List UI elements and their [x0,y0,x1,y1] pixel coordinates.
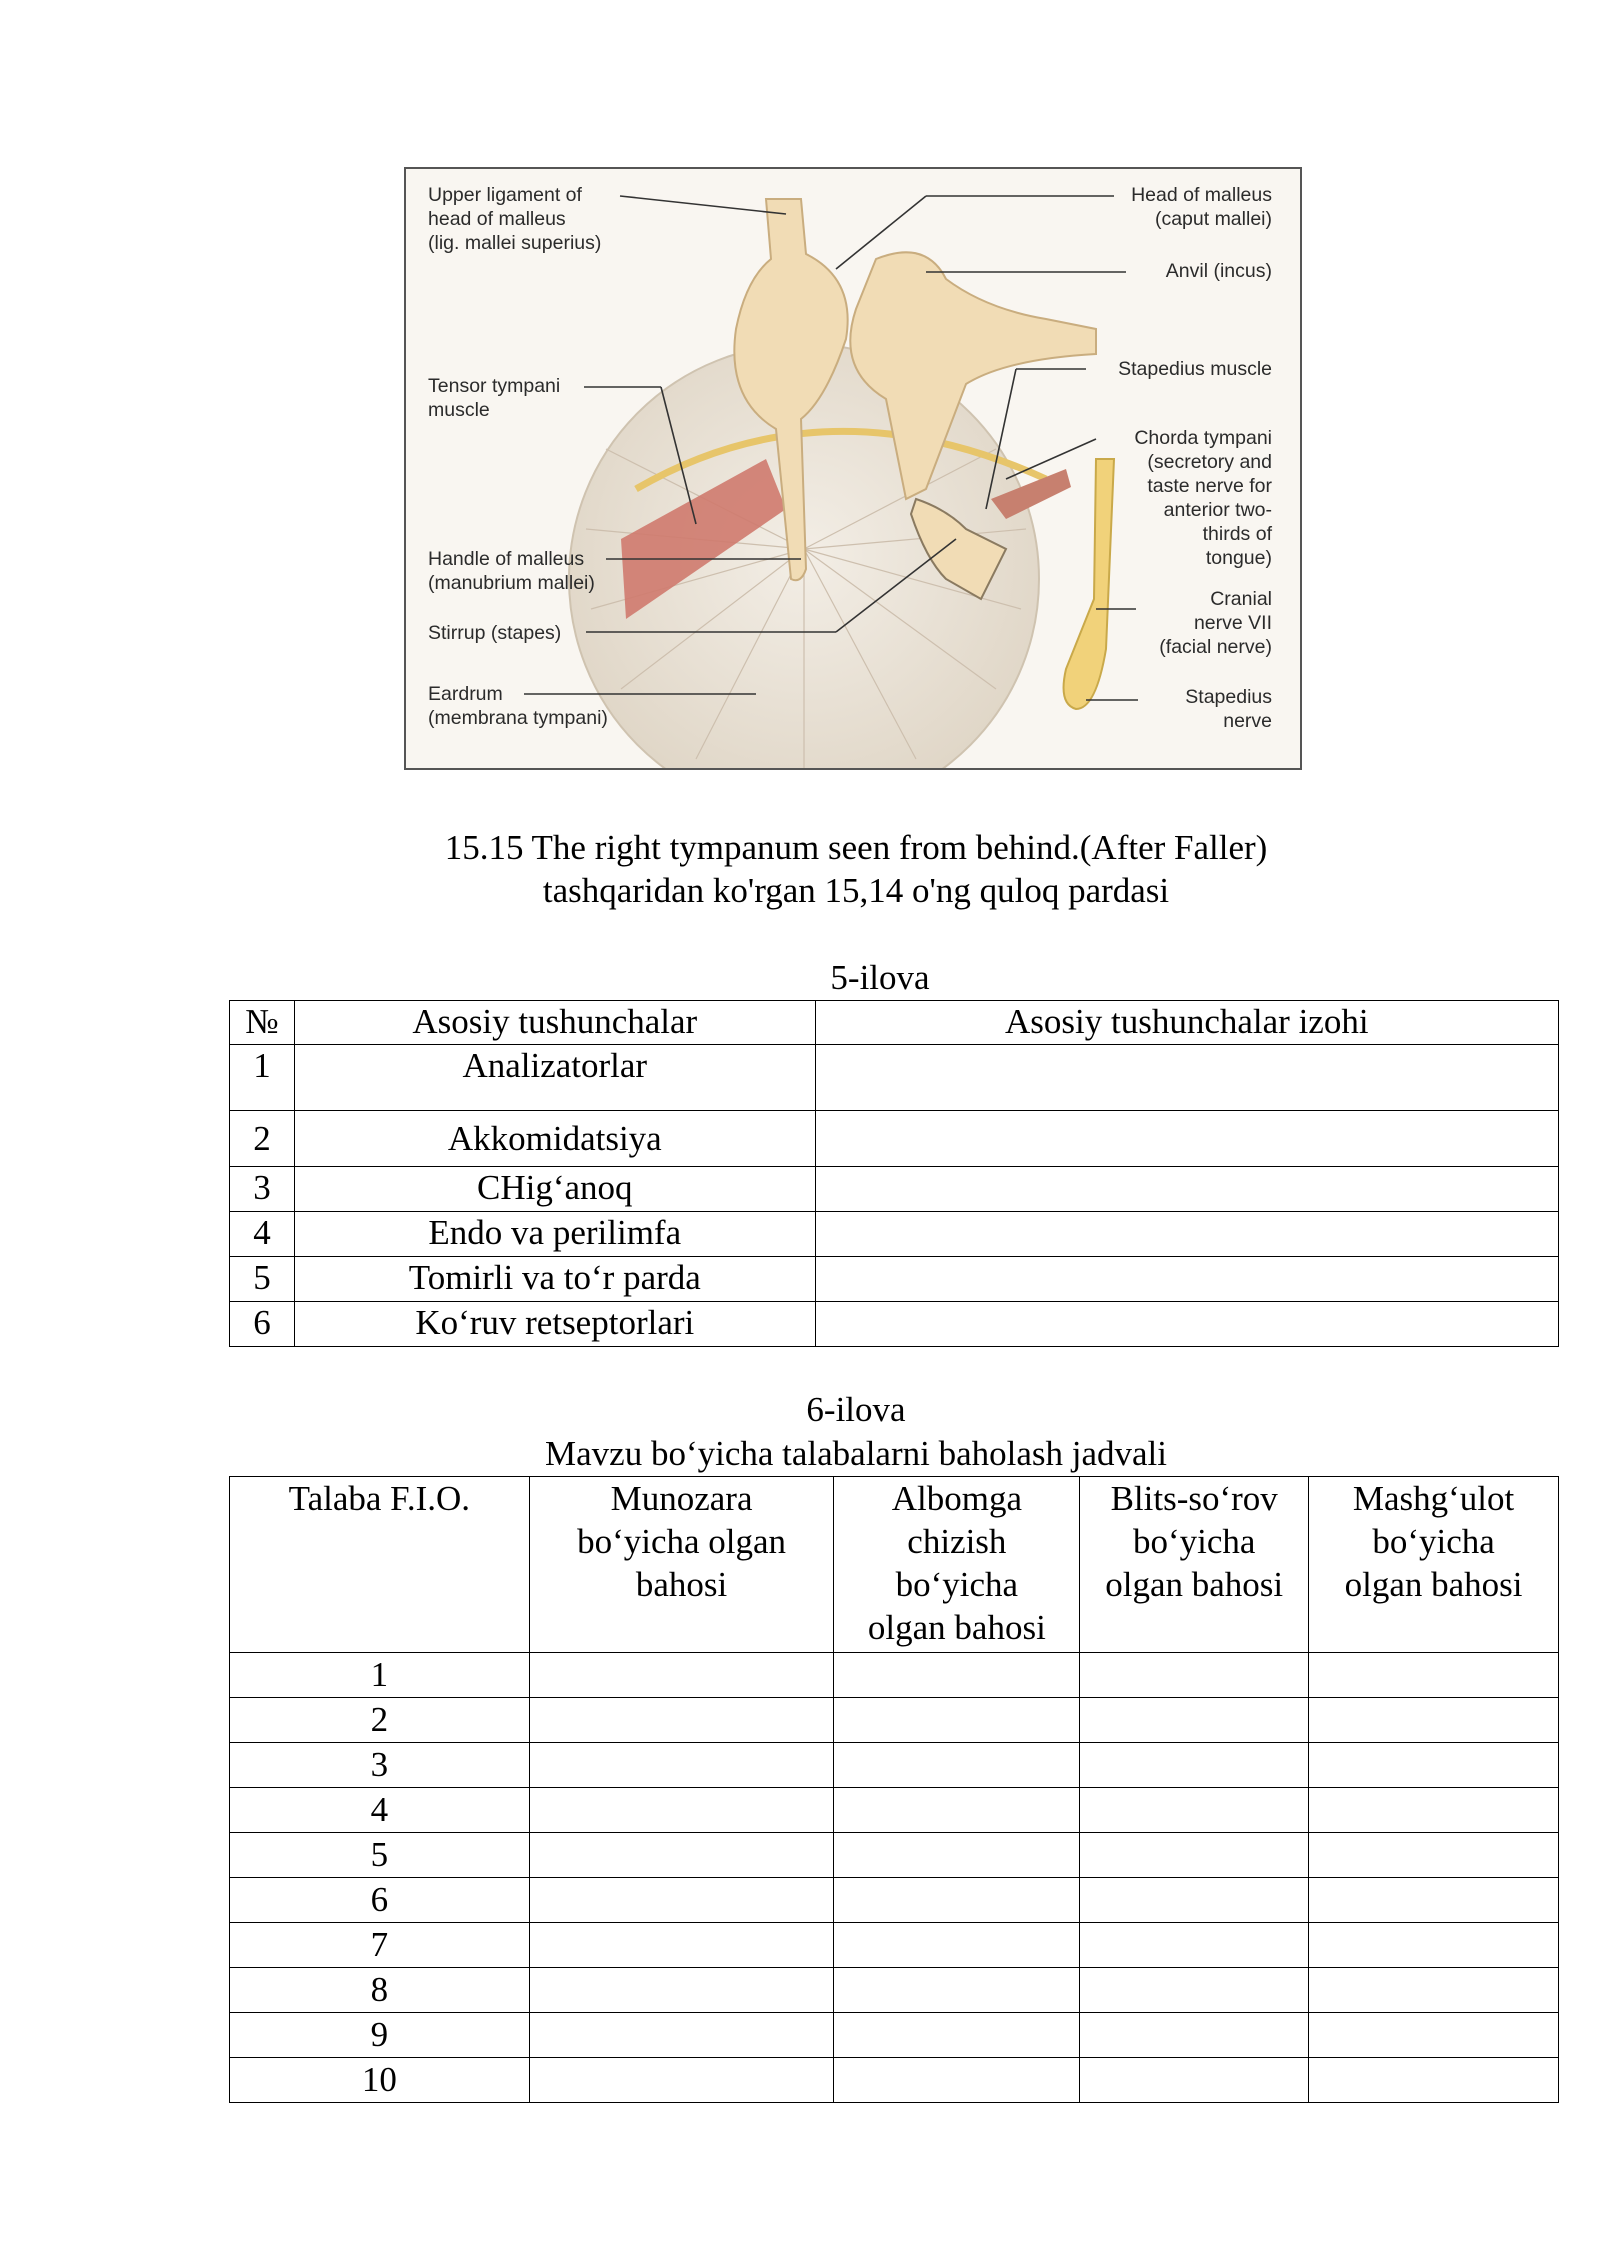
grade-cell[interactable] [834,1878,1080,1923]
label-chorda-tympani: Chorda tympani (secretory and taste nerve for anterior two-thirds of tongue) [1134,427,1272,569]
grade-cell[interactable] [1080,1833,1309,1878]
grade-cell[interactable] [529,1878,834,1923]
grade-cell[interactable] [1309,1878,1559,1923]
grade-cell[interactable] [1080,1653,1309,1698]
grade-cell[interactable] [834,1968,1080,2013]
grade-cell[interactable] [529,2058,834,2103]
label-cranial-nerve: Cranial nerve VII (facial nerve) [1159,588,1272,658]
facial-nerve-shape [1064,459,1114,709]
header-number: № [230,1001,295,1045]
tympanum-illustration [406,169,1300,768]
grade-cell[interactable] [1080,1743,1309,1788]
header-album-grade: Albomga chizish bo‘yicha olgan bahosi [834,1477,1080,1653]
grade-cell[interactable] [1080,1788,1309,1833]
row-explanation-cell[interactable] [815,1045,1558,1111]
row-number: 4 [230,1212,295,1257]
row-term: Akkomidatsiya [294,1111,815,1167]
label-anvil: Anvil (incus) [1165,260,1272,282]
row-number: 6 [230,1302,295,1347]
student-number: 6 [230,1878,530,1923]
row-explanation-cell[interactable] [815,1212,1558,1257]
grade-cell[interactable] [834,2058,1080,2103]
header-student-name: Talaba F.I.O. [230,1477,530,1653]
grade-cell[interactable] [529,1968,834,2013]
table-row [230,1167,1559,1212]
table-row [230,1653,1559,1698]
figure-labels-right [1118,184,1272,732]
grade-cell[interactable] [1309,1743,1559,1788]
label-stapedius-nerve: Stapedius nerve [1185,686,1272,732]
table-header-row [230,1001,1559,1045]
row-number: 5 [230,1257,295,1302]
label-eardrum: Eardrum (membrana tympani) [428,683,608,729]
table-row [230,1111,1559,1167]
grade-cell[interactable] [834,1743,1080,1788]
grade-cell[interactable] [1309,1788,1559,1833]
grade-cell[interactable] [529,1698,834,1743]
table-row [230,1257,1559,1302]
grade-cell[interactable] [529,2013,834,2058]
row-term: Tomirli va to‘r parda [294,1257,815,1302]
anatomy-figure [404,167,1302,770]
table-row [230,1045,1559,1111]
grade-cell[interactable] [1309,1923,1559,1968]
table6-title: 6-ilova [806,1390,906,1429]
student-number: 3 [230,1743,530,1788]
grade-cell[interactable] [1309,2058,1559,2103]
concepts-table [229,1000,1559,1347]
grade-cell[interactable] [529,1653,834,1698]
grade-cell[interactable] [1309,1698,1559,1743]
header-blitz-grade: Blits-so‘rov bo‘yicha olgan bahosi [1080,1477,1309,1653]
row-explanation-cell[interactable] [815,1302,1558,1347]
row-explanation-cell[interactable] [815,1111,1558,1167]
grade-cell[interactable] [1309,1653,1559,1698]
grade-cell[interactable] [529,1923,834,1968]
table-row [230,1968,1559,2013]
table-row [230,2058,1559,2103]
grade-cell[interactable] [1309,1968,1559,2013]
row-number: 2 [230,1111,295,1167]
grading-table [229,1476,1559,2103]
row-term: CHig‘anoq [294,1167,815,1212]
grade-cell[interactable] [834,1698,1080,1743]
grade-cell[interactable] [1080,1698,1309,1743]
row-term: Analizatorlar [294,1045,815,1111]
student-number: 2 [230,1698,530,1743]
label-upper-ligament: Upper ligament of head of malleus (lig. mallei superius) [428,184,602,254]
student-number: 4 [230,1788,530,1833]
student-number: 1 [230,1653,530,1698]
row-explanation-cell[interactable] [815,1167,1558,1212]
table-row [230,1698,1559,1743]
table-row [230,1212,1559,1257]
header-concepts-explanation: Asosiy tushunchalar izohi [815,1001,1558,1045]
grade-cell[interactable] [834,1923,1080,1968]
figure-caption-english: 15.15 The right tympanum seen from behind.(After Faller) [444,828,1268,867]
table-header-row [230,1477,1559,1653]
grade-cell[interactable] [834,1788,1080,1833]
row-term: Ko‘ruv retseptorlari [294,1302,815,1347]
grade-cell[interactable] [1309,1833,1559,1878]
row-number: 3 [230,1167,295,1212]
header-concepts: Asosiy tushunchalar [294,1001,815,1045]
grade-cell[interactable] [1080,2058,1309,2103]
table-row [230,1833,1559,1878]
grade-cell[interactable] [834,1653,1080,1698]
grade-cell[interactable] [529,1833,834,1878]
grade-cell[interactable] [1080,1923,1309,1968]
student-number: 7 [230,1923,530,1968]
row-number: 1 [230,1045,295,1111]
grade-cell[interactable] [529,1743,834,1788]
table-row [230,1923,1559,1968]
figure-caption-uzbek: tashqaridan ko'rgan 15,14 o'ng quloq pardasi [542,871,1170,910]
student-number: 10 [230,2058,530,2103]
table-row [230,1302,1559,1347]
student-number: 5 [230,1833,530,1878]
row-term: Endo va perilimfa [294,1212,815,1257]
table5-title: 5-ilova [830,958,930,997]
label-handle-of-malleus: Handle of malleus (manubrium mallei) [428,548,595,594]
header-session-grade: Mashg‘ulot bo‘yicha olgan bahosi [1309,1477,1559,1653]
student-number: 9 [230,2013,530,2058]
header-discussion-grade: Munozara bo‘yicha olgan bahosi [529,1477,834,1653]
grade-cell[interactable] [1309,2013,1559,2058]
table6-subtitle: Mavzu bo‘yicha talabalarni baholash jadvali [545,1434,1167,1473]
row-explanation-cell[interactable] [815,1257,1558,1302]
grade-cell[interactable] [1080,2013,1309,2058]
student-number: 8 [230,1968,530,2013]
table-row [230,1788,1559,1833]
label-stirrup: Stirrup (stapes) [428,622,562,644]
grade-cell[interactable] [529,1788,834,1833]
label-stapedius-muscle: Stapedius muscle [1118,358,1272,380]
label-tensor-tympani: Tensor tympani muscle [428,375,561,421]
table-row [230,2013,1559,2058]
grade-cell[interactable] [834,2013,1080,2058]
table-row [230,1878,1559,1923]
grade-cell[interactable] [834,1833,1080,1878]
table-row [230,1743,1559,1788]
grade-cell[interactable] [1080,1878,1309,1923]
label-head-of-malleus: Head of malleus (caput mallei) [1131,184,1272,230]
grade-cell[interactable] [1080,1968,1309,2013]
